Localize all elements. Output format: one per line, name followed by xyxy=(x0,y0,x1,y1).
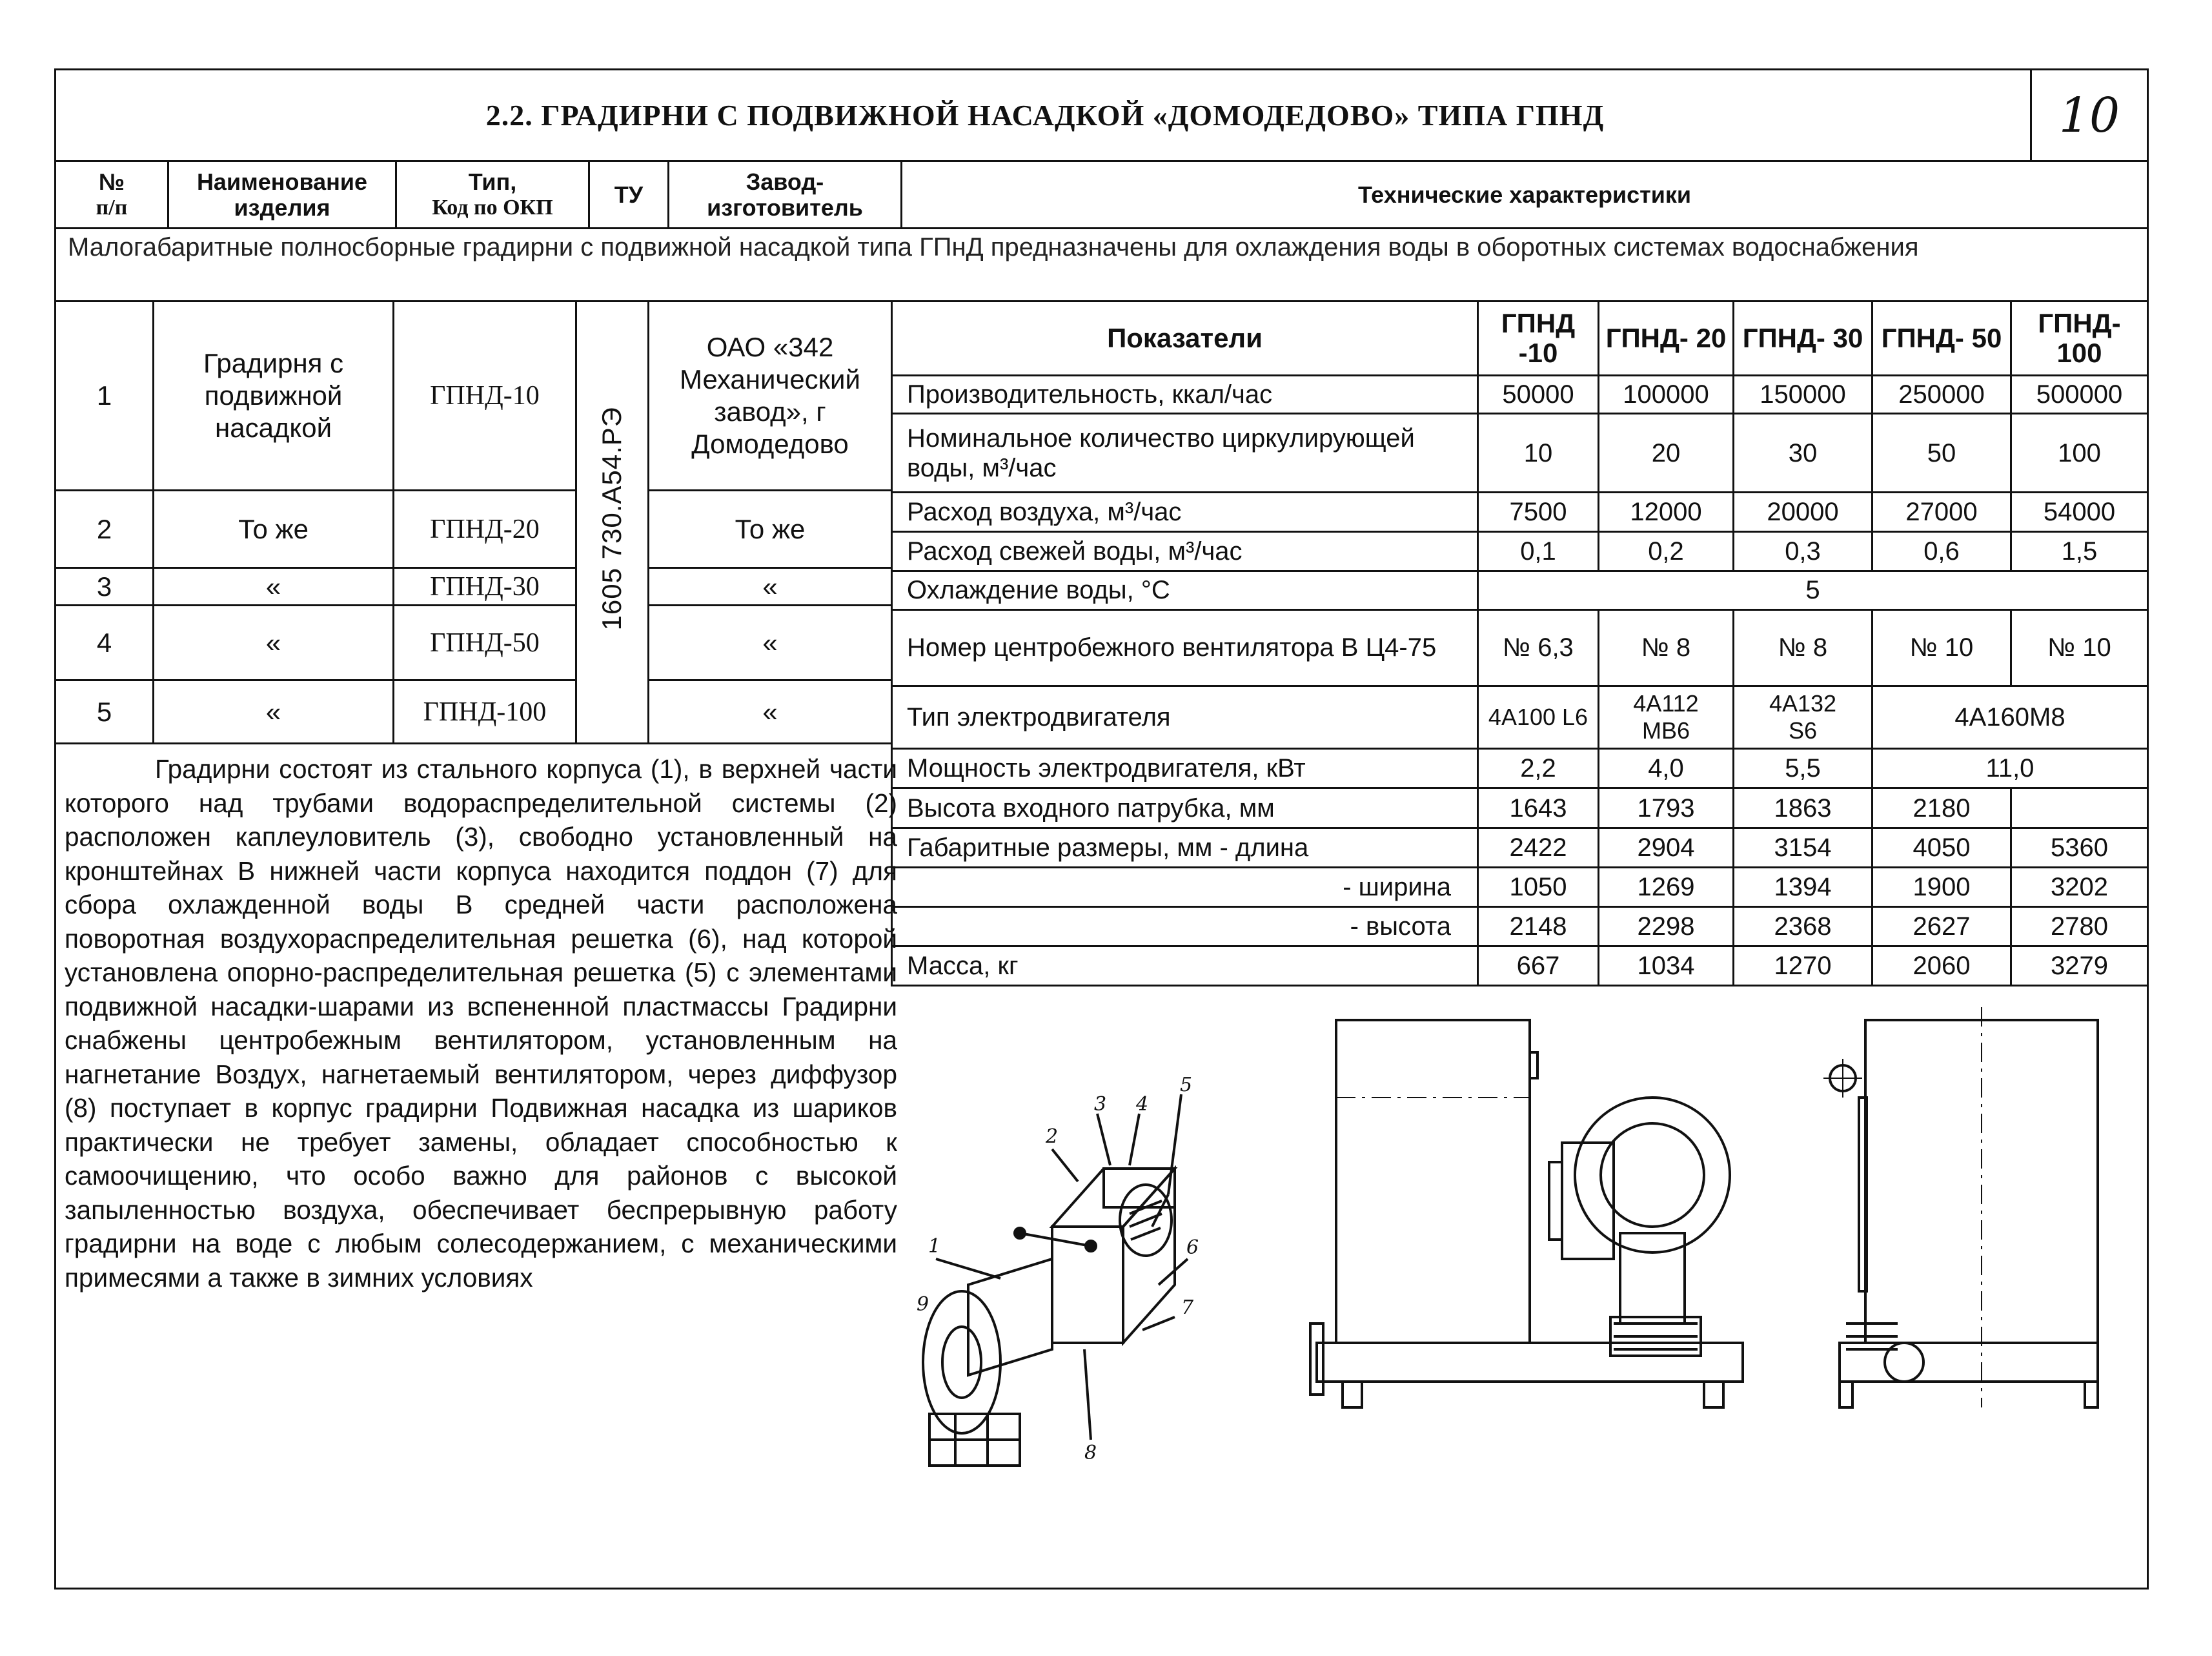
spec-value: 0,6 xyxy=(1872,532,2011,571)
spec-value: № 6,3 xyxy=(1478,609,1599,686)
spec-value-merged: 5 xyxy=(1478,571,2148,609)
spec-value: 150000 xyxy=(1734,376,1872,414)
col-maker xyxy=(669,161,902,229)
spec-table xyxy=(891,300,2149,986)
spec-value: 5360 xyxy=(2011,828,2148,867)
spec-value: 2904 xyxy=(1599,828,1734,867)
spec-value: 1050 xyxy=(1478,867,1599,906)
maker-cell: То же xyxy=(649,491,892,568)
spec-value: 1394 xyxy=(1734,867,1872,906)
spec-value: 5,5 xyxy=(1734,749,1872,788)
spec-value: 0,2 xyxy=(1599,532,1734,571)
spec-value: 1034 xyxy=(1599,946,1734,985)
spec-value: 4,0 xyxy=(1599,749,1734,788)
spec-label: Расход воздуха, м³/час xyxy=(892,493,1478,532)
product-num: 5 xyxy=(56,680,154,744)
spec-value: № 8 xyxy=(1599,609,1734,686)
spec-value: 500000 xyxy=(2011,376,2148,414)
col-name xyxy=(168,161,396,229)
product-type: ГПНД-30 xyxy=(394,568,576,606)
callout-5: 5 xyxy=(1180,1074,1193,1096)
intro-text: Малогабаритные полносборные градирни с подвижной насадкой типа ГПнД предназначены для охлаждения воды в оборотных системах водоснабжения xyxy=(54,227,2149,302)
maker-cell: « xyxy=(649,568,892,606)
col-maker-line2: изготовитель xyxy=(707,194,863,221)
spec-label: Мощность электродвигателя, кВт xyxy=(892,749,1478,788)
callout-2: 2 xyxy=(1046,1125,1059,1148)
product-num: 2 xyxy=(56,491,154,568)
col-type-line1: Тип, xyxy=(468,168,517,195)
page-number: 10 xyxy=(2030,70,2147,160)
spec-value: 50000 xyxy=(1478,376,1599,414)
col-num-line2: п/п xyxy=(96,195,128,220)
product-type: ГПНД-50 xyxy=(394,606,576,680)
spec-value: 0,1 xyxy=(1478,532,1599,571)
spec-value: 1270 xyxy=(1734,946,1872,985)
spec-value: 50 xyxy=(1872,414,2011,493)
spec-value: 3202 xyxy=(2011,867,2148,906)
spec-header-label: Показатели xyxy=(892,302,1478,376)
callout-3: 3 xyxy=(1094,1093,1107,1116)
col-type-line2: Код по ОКП xyxy=(432,195,553,220)
description-text: Градирни состоят из стального корпуса (1), в верхней части которого над трубами водораспределительной системы (2) расположен каплеуловитель (3), свободно установленный на кронштейнах В нижней части корпуса находится поддон (7) для сбора охлажденной воды В средней части расположена поворотная воздухораспределительная решетка (6), над которой установлена опорно-распределительная решетка (5) с элементами подвижной насадки-шарами из вспененной пластмассы Градирни снабжены центробежным вентилятором, установленным на нагнетание Воздух, нагнетаемый вентилятором, через диффузор (8) поступает в корпус градирни Подвижная насадка из шариков практически не требует замены, обладает способностью к самоочищению, что особо важно для районов с высокой запыленностью воздуха, обеспечивает беспрерывную работу градирни на воде с любым солесодержанием, с механическими примесями а также в зимних условиях xyxy=(65,754,897,1293)
product-table xyxy=(54,300,893,744)
spec-value: 4А132 S6 xyxy=(1734,686,1872,749)
spec-value: 4050 xyxy=(1872,828,2011,867)
spec-value: 2148 xyxy=(1478,906,1599,946)
spec-label: Тип электродвигателя xyxy=(892,686,1478,749)
maker-cell: ОАО «342 Механический завод», г Домодедово xyxy=(649,302,892,491)
spec-value-merged: 4А160М8 xyxy=(1872,686,2148,749)
product-type: ГПНД-10 xyxy=(394,302,576,491)
spec-value: 1,5 xyxy=(2011,532,2148,571)
isometric-view xyxy=(917,1074,1199,1466)
product-num: 4 xyxy=(56,606,154,680)
spec-label: Высота входного патрубка, мм xyxy=(892,788,1478,828)
spec-value: 2627 xyxy=(1872,906,2011,946)
col-tu: ТУ xyxy=(589,161,669,229)
callout-8: 8 xyxy=(1084,1442,1097,1464)
spec-value: 2180 xyxy=(1872,788,2011,828)
spec-value: 0,3 xyxy=(1734,532,1872,571)
product-name: « xyxy=(154,680,394,744)
spec-value: 1863 xyxy=(1734,788,1872,828)
spec-value: 20000 xyxy=(1734,493,1872,532)
spec-value-merged: 11,0 xyxy=(1872,749,2148,788)
col-maker-line1: Завод- xyxy=(746,168,824,195)
model-header: ГПНД- 100 xyxy=(2011,302,2148,376)
spec-value: № 10 xyxy=(1872,609,2011,686)
col-name-line1: Наименование xyxy=(196,168,368,195)
spec-label: Номер центробежного вентилятора В Ц4-75 xyxy=(892,609,1478,686)
spec-value: 4А100 L6 xyxy=(1478,686,1599,749)
product-name: « xyxy=(154,568,394,606)
tu-cell xyxy=(576,302,648,744)
col-name-line2: изделия xyxy=(234,194,330,221)
cooling-tower-drawings xyxy=(891,988,2149,1517)
callout-4: 4 xyxy=(1136,1093,1149,1116)
spec-value: № 10 xyxy=(2011,609,2148,686)
callout-9: 9 xyxy=(917,1293,929,1316)
spec-value: 2,2 xyxy=(1478,749,1599,788)
spec-value: 2298 xyxy=(1599,906,1734,946)
spec-label: Производительность, ккал/час xyxy=(892,376,1478,414)
product-name: То же xyxy=(154,491,394,568)
spec-value: 2422 xyxy=(1478,828,1599,867)
spec-value: 1900 xyxy=(1872,867,2011,906)
callout-7: 7 xyxy=(1181,1296,1194,1319)
col-specs: Технические характеристики xyxy=(902,161,2148,229)
spec-value: 3154 xyxy=(1734,828,1872,867)
spec-label: Габаритные размеры, мм - длина xyxy=(892,828,1478,867)
spec-label xyxy=(892,414,1478,493)
tu-code: 1605 730.А54.РЭ xyxy=(596,407,627,631)
spec-value: 2060 xyxy=(1872,946,2011,985)
spec-value: 100 xyxy=(2011,414,2148,493)
maker-cell: « xyxy=(649,606,892,680)
maker-cell: « xyxy=(649,680,892,744)
spec-value: 4А112 МВ6 xyxy=(1599,686,1734,749)
product-name: « xyxy=(154,606,394,680)
product-type: ГПНД-100 xyxy=(394,680,576,744)
spec-value xyxy=(2011,788,2148,828)
spec-label: Расход свежей воды, м³/час xyxy=(892,532,1478,571)
col-type xyxy=(396,161,589,229)
model-header: ГПНД -10 xyxy=(1478,302,1599,376)
callout-1: 1 xyxy=(928,1235,941,1258)
page-title: 2.2. ГРАДИРНИ С ПОДВИЖНОЙ НАСАДКОЙ «ДОМОДЕДОВО» ТИПА ГПНД xyxy=(485,99,1605,132)
spec-value: 10 xyxy=(1478,414,1599,493)
product-num: 1 xyxy=(56,302,154,491)
col-num xyxy=(56,161,168,229)
spec-value: 54000 xyxy=(2011,493,2148,532)
spec-value: 100000 xyxy=(1599,376,1734,414)
spec-value: 12000 xyxy=(1599,493,1734,532)
spec-value: 7500 xyxy=(1478,493,1599,532)
spec-label: Охлаждение воды, °С xyxy=(892,571,1478,609)
spec-value: 1643 xyxy=(1478,788,1599,828)
spec-label: Масса, кг xyxy=(892,946,1478,985)
spec-value: 20 xyxy=(1599,414,1734,493)
spec-value: 250000 xyxy=(1872,376,2011,414)
page-header xyxy=(54,68,2149,162)
spec-value: 667 xyxy=(1478,946,1599,985)
col-num-line1: № xyxy=(98,168,125,195)
spec-label: - высота xyxy=(892,906,1478,946)
description-block xyxy=(65,752,897,1294)
spec-value: 30 xyxy=(1734,414,1872,493)
model-header: ГПНД- 20 xyxy=(1599,302,1734,376)
front-view xyxy=(1310,1020,1743,1407)
product-num: 3 xyxy=(56,568,154,606)
product-type: ГПНД-20 xyxy=(394,491,576,568)
spec-value: 2368 xyxy=(1734,906,1872,946)
spec-label-text: Номинальное количество циркулирующей воды, м³/час xyxy=(907,424,1415,482)
spec-value: 1793 xyxy=(1599,788,1734,828)
spec-value: 3279 xyxy=(2011,946,2148,985)
spec-value: 2780 xyxy=(2011,906,2148,946)
column-header-table xyxy=(54,160,2149,229)
side-view xyxy=(1823,1007,2098,1407)
callout-6: 6 xyxy=(1186,1236,1199,1259)
spec-value: № 8 xyxy=(1734,609,1872,686)
model-header: ГПНД- 50 xyxy=(1872,302,2011,376)
model-header: ГПНД- 30 xyxy=(1734,302,1872,376)
product-name: Градирня с подвижной насадкой xyxy=(154,302,394,491)
spec-label: - ширина xyxy=(892,867,1478,906)
spec-value: 27000 xyxy=(1872,493,2011,532)
spec-value: 1269 xyxy=(1599,867,1734,906)
